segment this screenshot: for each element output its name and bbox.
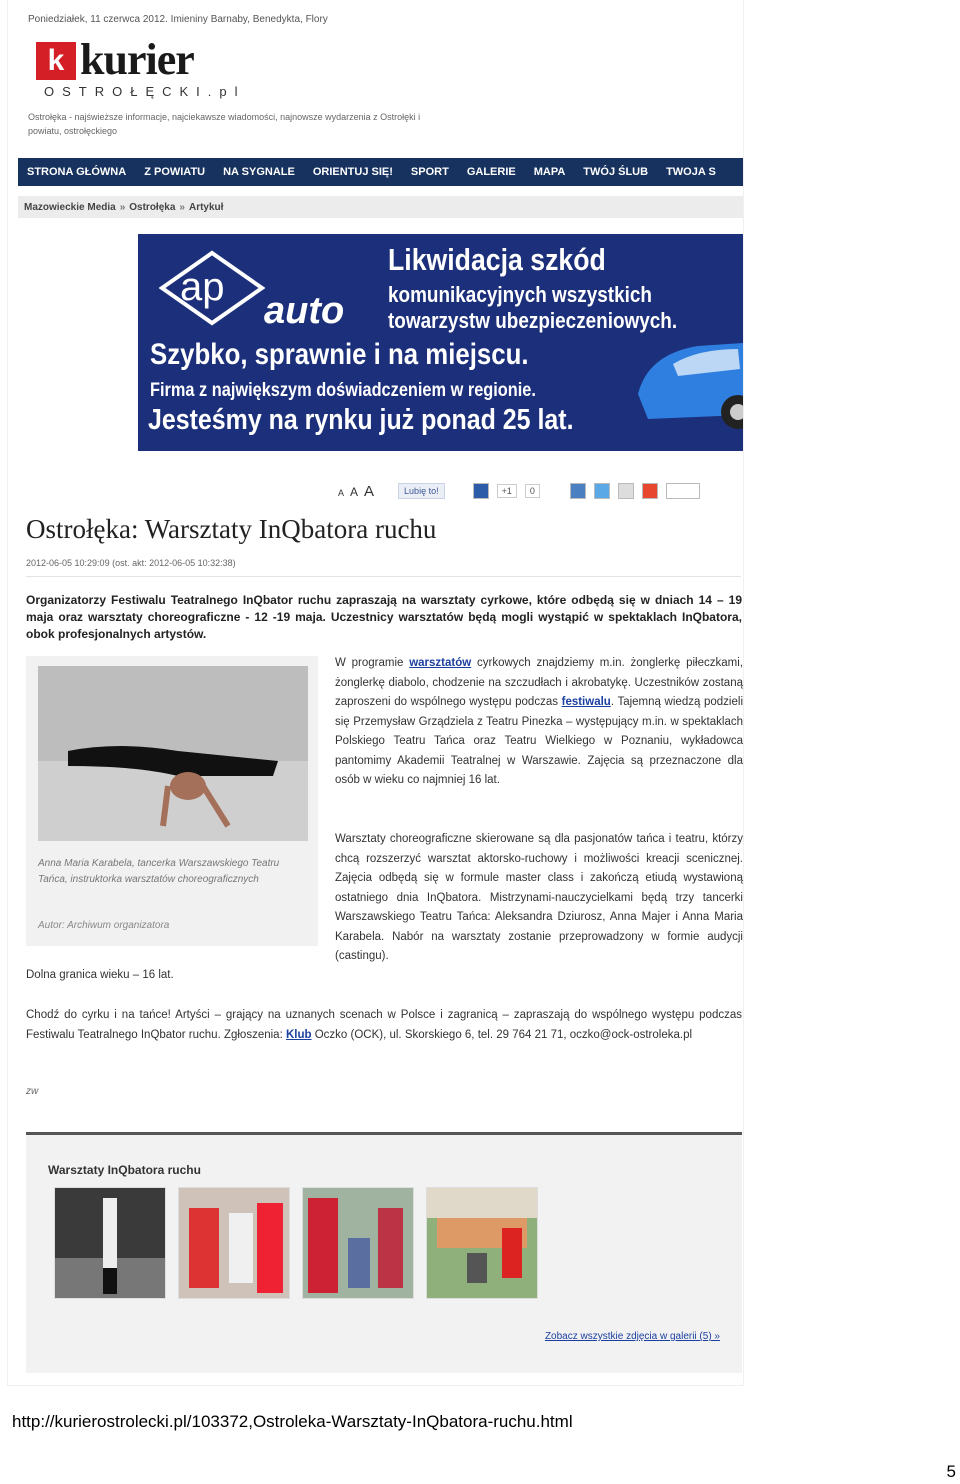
ad-headline: Likwidacja szkód: [388, 242, 606, 277]
gallery-thumb[interactable]: [302, 1187, 414, 1299]
ad-line3: towarzystw ubezpieczeniowych.: [388, 308, 678, 333]
breadcrumb-item: Artykuł: [188, 201, 224, 213]
twitter-icon[interactable]: [594, 483, 610, 499]
article-meta: 2012-06-05 10:29:09 (ost. akt: 2012-06-05 10:32:38): [26, 558, 236, 568]
ad-slogan: Szybko, sprawnie i na miejscu.: [150, 338, 529, 371]
link-festiwalu[interactable]: festiwalu: [561, 696, 611, 708]
gallery-thumb[interactable]: [54, 1187, 166, 1299]
logo-subtitle: OSTROŁĘCKI.pl: [44, 84, 246, 99]
nav-item-mapa[interactable]: MAPA: [533, 166, 566, 178]
article-photo-box: [26, 656, 318, 946]
font-size-controls: [338, 483, 374, 500]
font-small-button[interactable]: A: [338, 487, 345, 498]
article-paragraph: Warsztaty choreograficzne skierowane są dla pasjonatów tańca i teatru, którzy chcą rozszerzyć warsztat aktorsko-ruchowy i możliwości kreacji scenicznej. Zajęcia odbędą się w formule master class i zakończą etiudą wystawioną ostatniego dnia InQbatora. Mistrzynami-nauczycielkami będą trzy tancerki Warszawskiego Teatru Tańca: Aleksandra Dziurosz, Anna Majer i Anna Maria Karabela. Nabór na warsztaty zostanie przeprowadzony w formie audycji (castingu).: [335, 833, 743, 962]
link-klub[interactable]: Klub: [285, 1028, 312, 1041]
article-paragraph: [335, 654, 743, 791]
ad-years: Jesteśmy na rynku już ponad 25 lat.: [148, 404, 574, 436]
page-number: 5: [946, 1462, 956, 1481]
article-toolbar: [338, 480, 743, 502]
logo-word: kurier: [80, 35, 194, 84]
gallery-more-link[interactable]: Zobacz wszystkie zdjęcia w galerii (5) »: [544, 1331, 720, 1342]
ad-sub: Firma z największym doświadczeniem w regionie.: [150, 380, 536, 401]
share-counter: 0: [525, 484, 540, 498]
paragraph-text: cyrkowych znajdziemy m.in. żonglerkę piłeczkami, żonglerkę diabolo, chodzenie na szczudłach i akrobatykę. Uczestników zostaną zaproszeni do wspólnego występu podczas: [335, 657, 743, 708]
gallery-thumb[interactable]: [426, 1187, 538, 1299]
ad-brand-ap: ap: [180, 265, 225, 309]
photo-author: Autor: Archiwum organizatora: [38, 920, 170, 931]
paragraph-text: Chodź do cyrku i na tańce! Artyści – grający na uznanych scenach w Polsce i zagranicą – zapraszają do wspólnego występu podczas Festiwalu Teatralnego InQbator ruchu. Zgłoszenia:: [26, 1009, 742, 1041]
dateline: Poniedziałek, 11 czerwca 2012. Imieniny Barnaby, Benedykta, Flory: [28, 14, 328, 25]
nav-item-orientuj[interactable]: ORIENTUJ SIĘ!: [312, 166, 393, 178]
nav-item-sport[interactable]: SPORT: [410, 166, 449, 178]
plus-one-button[interactable]: +1: [497, 484, 517, 498]
article-paragraph: [26, 1006, 742, 1045]
font-medium-button[interactable]: A: [350, 484, 359, 499]
print-icon[interactable]: [618, 483, 634, 499]
article-lead: Organizatorzy Festiwalu Teatralnego InQbator ruchu zapraszają na warsztaty cyrkowe, które odbędą się w dniach 14 – 19 maja oraz warsztaty choreograficzne - 12 -19 maja. Uczestnicy warsztatów będą mogli wystąpić w spektaklach InQbatora, obok profesjonalnych artystów.: [26, 593, 742, 641]
ad-line2: komunikacyjnych wszystkich: [388, 282, 652, 307]
share-count-box: [666, 483, 700, 499]
ad-brand-auto: auto: [264, 290, 345, 328]
photo-gallery: [26, 1132, 742, 1373]
main-nav: [18, 158, 743, 186]
article-title: Ostrołęka: Warsztaty InQbatora ruchu: [26, 514, 437, 544]
breadcrumb-item[interactable]: Ostrołęka: [129, 201, 176, 213]
breadcrumb: [18, 196, 743, 218]
add-icon[interactable]: [642, 483, 658, 499]
ap-auto-logo: [152, 248, 372, 328]
breadcrumb-item[interactable]: Mazowieckie Media: [24, 201, 116, 213]
photo-caption: Anna Maria Karabela, tancerka Warszawskiego Teatru Tańca, instruktorka warsztatów choreograficznych: [38, 858, 280, 885]
nav-item-powiat[interactable]: Z POWIATU: [144, 166, 206, 178]
gallery-title: Warsztaty InQbatora ruchu: [48, 1163, 201, 1177]
facebook-like-button[interactable]: Lubię to!: [398, 483, 445, 499]
nav-item-twoja[interactable]: TWOJA S: [666, 166, 716, 178]
article-paragraph: Dolna granica wieku – 16 lat.: [26, 969, 174, 981]
site-tagline: Ostrołęka - najświeższe informacje, najciekawsze wiadomości, najnowsze wydarzenia z Ostrołęki i powiatu, ostrołęckiego: [28, 112, 421, 136]
car-image: [628, 324, 743, 434]
screenshot-page: [8, 0, 743, 1385]
paragraph-text: . Tajemną wiedzą podzieli się Przemysław Grządziela z Teatru Pinezka – występujący m.in. w spektaklach Polskiego Teatru Tańca oraz Teatru Wielkiego w Poznaniu, wykładowca pantomimy Akademii Teatralnej w Warszawie. Zajęcia są przeznaczone dla osób w wieku co najmniej 16 lat.: [335, 696, 743, 786]
ad-banner[interactable]: [138, 234, 743, 451]
breadcrumb-separator: »: [119, 201, 126, 213]
nav-item-galerie[interactable]: GALERIE: [466, 166, 516, 178]
article-photo[interactable]: [38, 666, 308, 841]
paragraph-text: Oczko (OCK), ul. Skorskiego 6, tel. 29 764 21 71, oczko@ock-ostroleka.pl: [311, 1028, 693, 1041]
divider: [26, 576, 741, 577]
source-url: http://kurierostrolecki.pl/103372,Ostroleka-Warsztaty-InQbatora-ruchu.html: [12, 1412, 573, 1431]
font-large-button[interactable]: A: [364, 482, 375, 500]
nav-item-slub[interactable]: TWÓJ ŚLUB: [583, 166, 649, 178]
nav-item-home[interactable]: STRONA GŁÓWNA: [27, 166, 127, 178]
breadcrumb-separator: »: [179, 201, 185, 213]
paragraph-text: W programie: [335, 657, 410, 669]
share-icon[interactable]: [473, 483, 489, 499]
author-signature: zw: [26, 1086, 39, 1097]
nav-item-sygnal[interactable]: NA SYGNALE: [223, 166, 295, 178]
email-icon[interactable]: [570, 483, 586, 499]
link-warsztatow[interactable]: warsztatów: [409, 657, 472, 669]
gallery-thumb[interactable]: [178, 1187, 290, 1299]
logo-mark: k: [36, 42, 76, 80]
